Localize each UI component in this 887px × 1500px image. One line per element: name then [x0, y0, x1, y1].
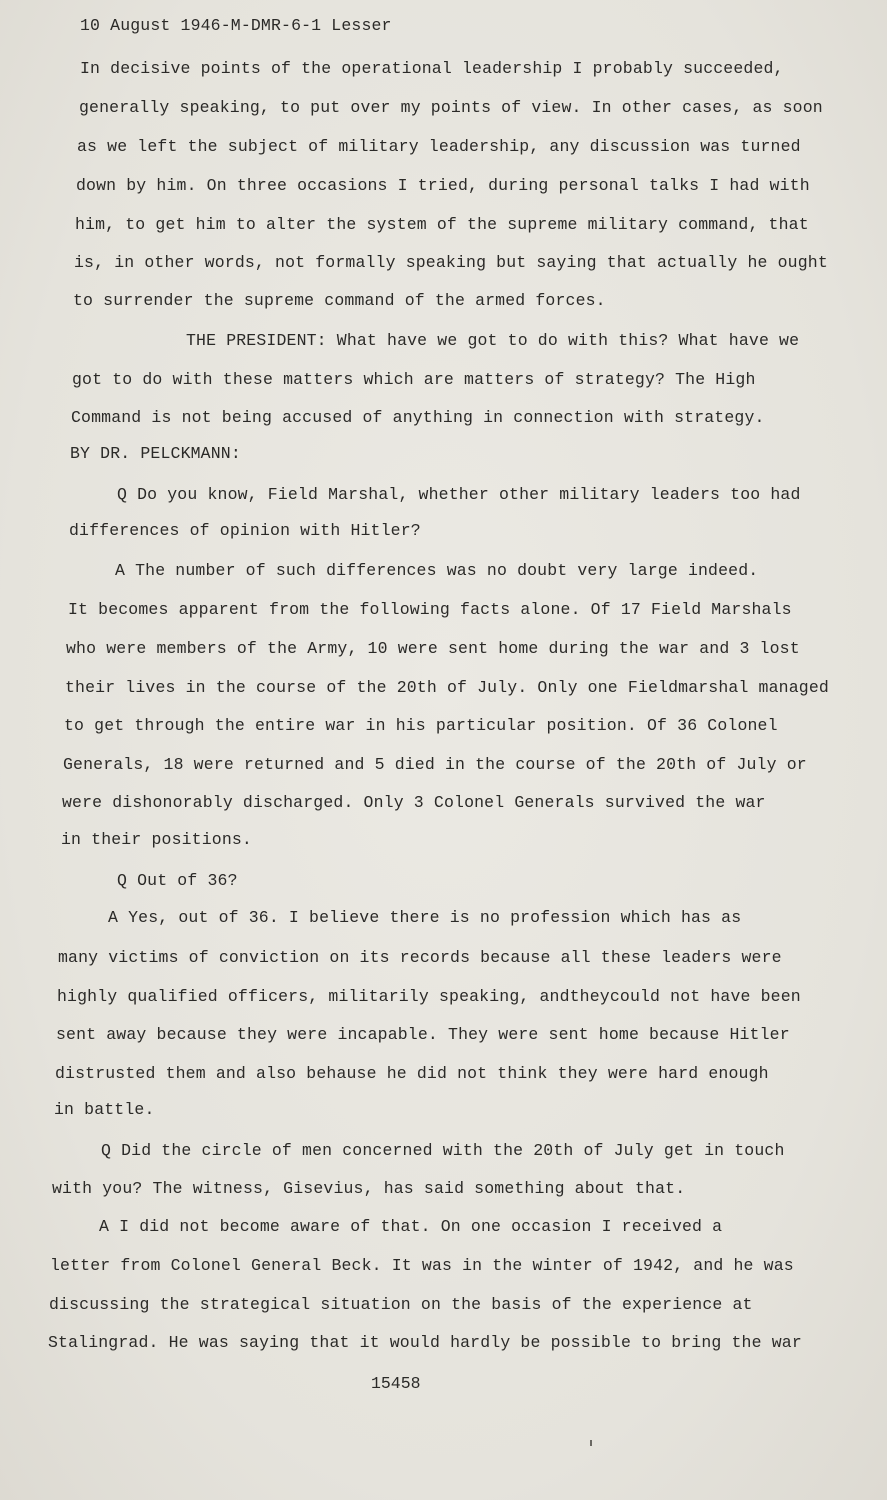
text-line: got to do with these matters which are matters of strategy? The High — [72, 370, 756, 389]
text-line: to get through the entire war in his particular position. Of 36 Colonel — [64, 716, 778, 735]
text-line: discussing the strategical situation on the basis of the experience at — [49, 1295, 753, 1314]
text-line: Generals, 18 were returned and 5 died in the course of the 20th of July or — [63, 755, 807, 774]
text-line: letter from Colonel General Beck. It was in the winter of 1942, and he was — [50, 1256, 794, 1275]
text-line: sent away because they were incapable. They were sent home because Hitler — [56, 1025, 790, 1044]
question-line: Q Out of 36? — [117, 871, 238, 890]
text-line: is, in other words, not formally speaking but saying that actually he ought — [74, 253, 828, 272]
text-line: many victims of conviction on its records because all these leaders were — [58, 948, 782, 967]
text-line: highly qualified officers, militarily speaking, andtheycould not have been — [57, 987, 801, 1006]
text-line: who were members of the Army, 10 were sent home during the war and 3 lost — [66, 639, 800, 658]
text-line: Stalingrad. He was saying that it would hardly be possible to bring the war — [48, 1333, 802, 1352]
answer-line: A Yes, out of 36. I believe there is no profession which has as — [108, 908, 742, 927]
text-line: Command is not being accused of anything in connection with strategy. — [71, 408, 765, 427]
text-line: It becomes apparent from the following facts alone. Of 17 Field Marshals — [68, 600, 792, 619]
text-line: their lives in the course of the 20th of July. Only one Fieldmarshal managed — [65, 678, 829, 697]
question-line: Q Did the circle of men concerned with the 20th of July get in touch — [101, 1141, 785, 1160]
answer-line: A I did not become aware of that. On one occasion I received a — [99, 1217, 723, 1236]
text-line: generally speaking, to put over my points of view. In other cases, as soon — [79, 98, 823, 117]
paper-mark — [590, 1440, 592, 1446]
text-line: In decisive points of the operational leadership I probably succeeded, — [80, 59, 784, 78]
page-number: 15458 — [371, 1374, 421, 1393]
text-line: him, to get him to alter the system of the supreme military command, that — [75, 215, 809, 234]
text-line: down by him. On three occasions I tried, during personal talks I had with — [76, 176, 810, 195]
text-line: differences of opinion with Hitler? — [69, 521, 421, 540]
question-line: Q Do you know, Field Marshal, whether other military leaders too had — [117, 485, 801, 504]
answer-line: A The number of such differences was no doubt very large indeed. — [115, 561, 759, 580]
speaker-line: THE PRESIDENT: What have we got to do with this? What have we — [186, 331, 800, 350]
page-header: 10 August 1946-M-DMR-6-1 Lesser — [80, 16, 392, 35]
text-line: with you? The witness, Gisevius, has said something about that. — [52, 1179, 686, 1198]
text-line: as we left the subject of military leadership, any discussion was turned — [77, 137, 801, 156]
text-line: to surrender the supreme command of the armed forces. — [73, 291, 606, 310]
text-line: distrusted them and also behause he did not think they were hard enough — [55, 1064, 769, 1083]
text-line: were dishonorably discharged. Only 3 Colonel Generals survived the war — [62, 793, 766, 812]
text-line: in battle. — [54, 1100, 155, 1119]
text-line: in their positions. — [61, 830, 252, 849]
examiner-heading: BY DR. PELCKMANN: — [70, 444, 241, 463]
